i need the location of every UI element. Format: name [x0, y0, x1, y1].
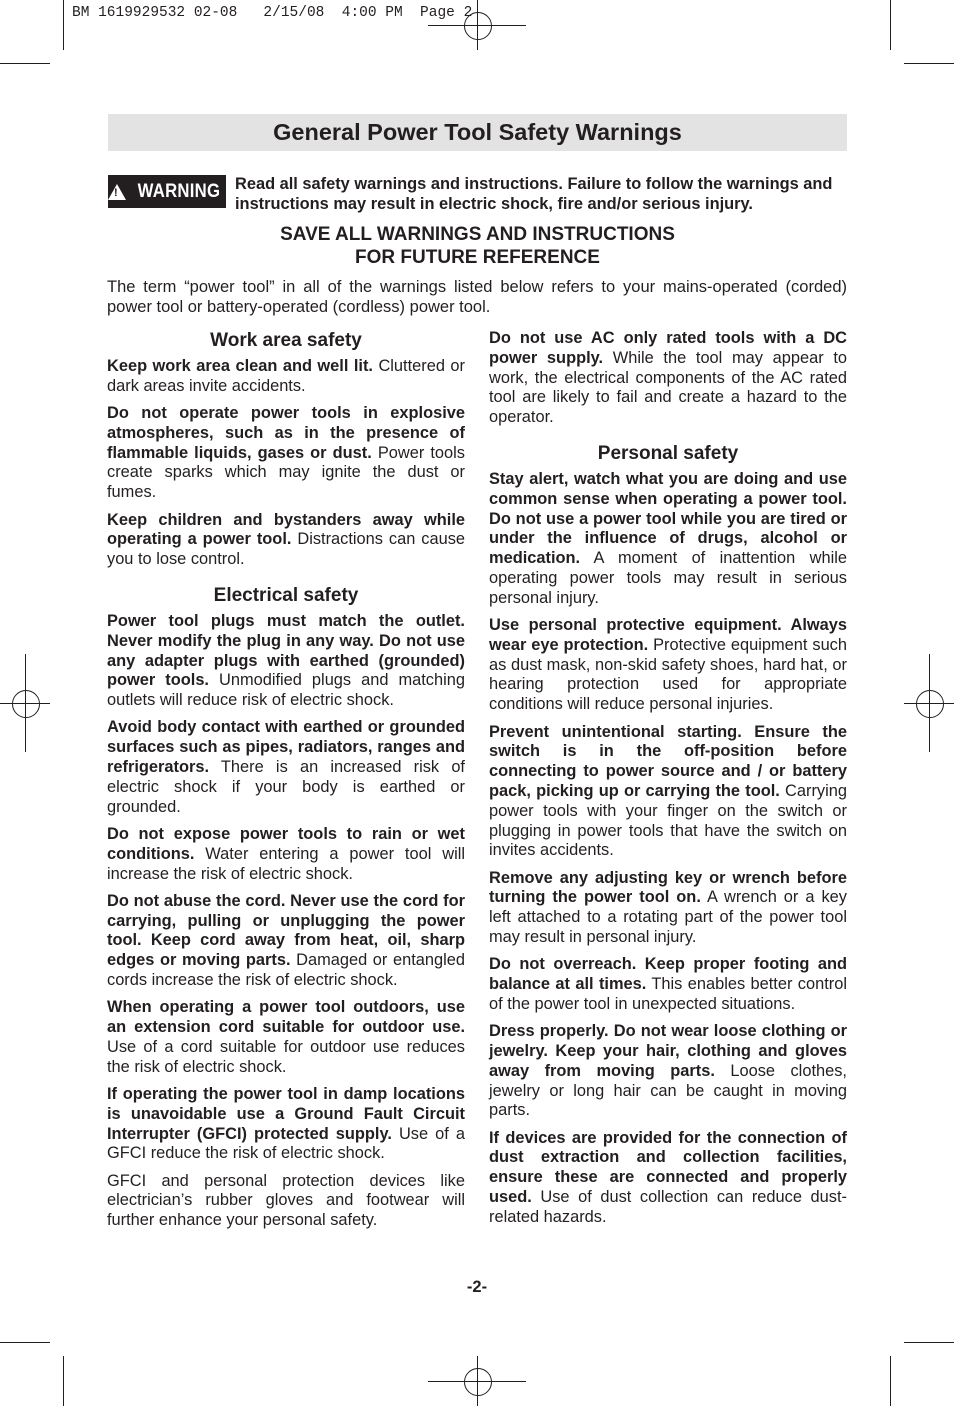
electrical-item: Avoid body contact with earthed or grounded surfaces such as pipes, radiators, ranges and refrigerators. There is an increased risk of electric shock if your body is earthed or grounded.: [107, 718, 465, 816]
work-area-item: Keep children and bystanders away while operating a power tool. Distractions can cause you to lose control.: [107, 510, 465, 569]
page-title: General Power Tool Safety Warnings: [273, 119, 682, 145]
electrical-item: Do not expose power tools to rain or wet conditions. Water entering a power tool will increase the risk of electric shock.: [107, 824, 465, 883]
electrical-heading: Electrical safety: [213, 584, 359, 606]
intro-paragraph: The term “power tool” in all of the warnings listed below refers to your mains-operated (corded) power tool or battery-operated (cordless) power tool.: [107, 278, 847, 316]
electrical-item: Power tool plugs must match the outlet. Never modify the plug in any way. Do not use any adapter plugs with earthed (grounded) power tools. Unmodified plugs and matching outlets will reduce risk of electric shock.: [107, 611, 465, 710]
personal-item: If devices are provided for the connection of dust extraction and collection facilities, ensure these are connected and properly used. Use of dust collection can reduce dust-related hazards.: [489, 1128, 847, 1226]
personal-item: Stay alert, watch what you are doing and use common sense when operating a power tool. Do not use a power tool while you are tired or under the influence of drugs, alcohol or medication. A moment of inattention while operating power tools may result in serious personal injury.: [489, 469, 847, 607]
save-instructions-heading: [108, 223, 847, 269]
electrical-item: When operating a power tool outdoors, use an extension cord suitable for outdoor use. Use of a cord suitable for outdoor use reduces the risk of electric shock.: [107, 998, 465, 1076]
left-column: [107, 329, 465, 1239]
work-area-item: Keep work area clean and well lit. Cluttered or dark areas invite accidents.: [107, 357, 465, 395]
work-area-item: Do not operate power tools in explosive atmospheres, such as in the presence of flammable liquids, gases or dust. Power tools create sparks which may ignite the dust or fumes.: [107, 404, 465, 502]
electrical-item: If operating the power tool in damp locations is unavoidable use a Ground Fault Circuit Interrupter (GFCI) protected supply. Use of a GFCI reduce the risk of electric shock.: [107, 1085, 465, 1163]
personal-item: Use personal protective equipment. Always wear eye protection. Protective equipment such as dust mask, non-skid safety shoes, hard hat, or hearing protection used for appropriate conditions will reduce personal injuries.: [489, 616, 847, 714]
right-column: [489, 329, 847, 1235]
electrical-item: Do not abuse the cord. Never use the cord for carrying, pulling or unplugging the power tool. Keep cord away from heat, oil, sharp edges or moving parts. Damaged or entangled cords increase the risk of electric shock.: [107, 891, 465, 990]
personal-item: Dress properly. Do not wear loose clothing or jewelry. Keep your hair, clothing and gloves away from moving parts. Loose clothes, jewelry or long hair can be caught in moving parts.: [489, 1022, 847, 1120]
personal-safety-heading: Personal safety: [597, 442, 739, 464]
printer-slug: BM 1619929532 02-08 2/15/08 4:00 PM Page 2: [72, 5, 473, 21]
electrical-item-dc: Do not use AC only rated tools with a DC power supply. While the tool may appear to work, the electrical components of the AC rated tool are likely to fail and create a hazard to the operator.: [489, 329, 847, 427]
electrical-item: GFCI and personal protection devices like electrician’s rubber gloves and footwear will further enhance your personal safety.: [107, 1171, 465, 1230]
warning-text: Read all safety warnings and instructions. Failure to follow the warnings and instructions may result in electric shock, fire and/or serious injury.: [235, 175, 833, 213]
warning-triangle-icon: !: [108, 184, 126, 200]
save-heading-line-1: SAVE ALL WARNINGS AND INSTRUCTIONS: [280, 224, 675, 245]
personal-item: Prevent unintentional starting. Ensure the switch is in the off-position before connecting to power source and / or battery pack, picking up or carrying the tool. Carrying power tools with your finger on the switch or plugging in power tools that have the switch on invites accidents.: [489, 722, 847, 860]
warning-label: WARNING: [137, 180, 221, 202]
personal-item: Remove any adjusting key or wrench before turning the power tool on. A wrench or a key left attached to a rotating part of the power tool may result in personal injury.: [489, 868, 847, 947]
title-bar: [108, 114, 847, 151]
warning-badge: [108, 175, 226, 208]
personal-item: Do not overreach. Keep proper footing and balance at all times. This enables better control of the power tool in unexpected situations.: [489, 955, 847, 1013]
save-heading-line-2: FOR FUTURE REFERENCE: [355, 247, 600, 268]
page-number: -2-: [466, 1278, 488, 1296]
work-area-heading: Work area safety: [210, 330, 362, 351]
